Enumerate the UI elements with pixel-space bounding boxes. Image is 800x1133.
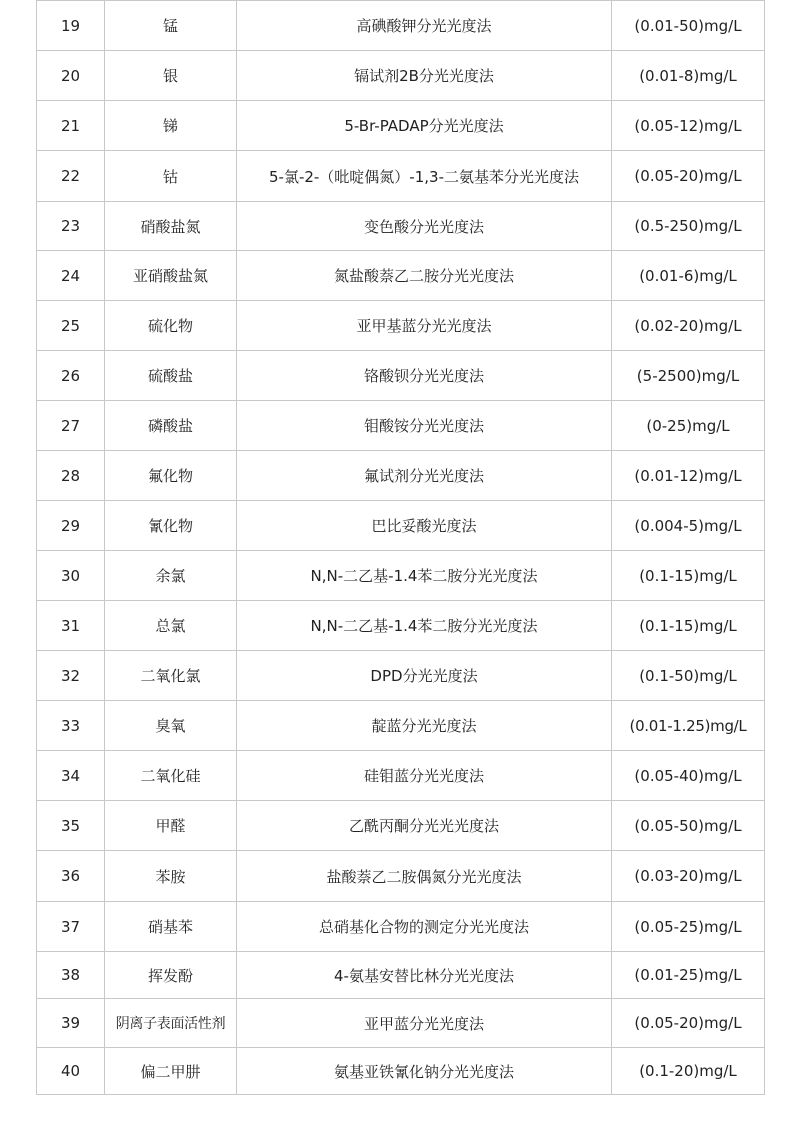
table-row xyxy=(37,351,765,401)
row-number: 35 xyxy=(37,801,105,851)
row-number: 25 xyxy=(37,301,105,351)
test-method: 高碘酸钾分光光度法 xyxy=(237,1,612,51)
test-item: 苯胺 xyxy=(105,851,237,902)
measuring-range: (0.05-20)mg/L xyxy=(612,999,765,1048)
measuring-range: (0.01-50)mg/L xyxy=(612,1,765,51)
table-row xyxy=(37,1,765,51)
row-number: 37 xyxy=(37,902,105,952)
row-number: 23 xyxy=(37,202,105,251)
test-item: 二氧化氯 xyxy=(105,651,237,701)
measuring-range: (0.05-25)mg/L xyxy=(612,902,765,952)
test-item: 硝基苯 xyxy=(105,902,237,952)
row-number: 32 xyxy=(37,651,105,701)
test-item: 氟化物 xyxy=(105,451,237,501)
measuring-range: (0.1-20)mg/L xyxy=(612,1048,765,1095)
test-item: 银 xyxy=(105,51,237,101)
test-item: 硫酸盐 xyxy=(105,351,237,401)
measuring-range: (0-25)mg/L xyxy=(612,401,765,451)
table-row xyxy=(37,1048,765,1095)
test-method: 亚甲基蓝分光光度法 xyxy=(237,301,612,351)
test-method: 变色酸分光光度法 xyxy=(237,202,612,251)
test-method: 铬酸钡分光光度法 xyxy=(237,351,612,401)
row-number: 39 xyxy=(37,999,105,1048)
row-number: 31 xyxy=(37,601,105,651)
row-number: 38 xyxy=(37,952,105,999)
row-number: 36 xyxy=(37,851,105,902)
table-row xyxy=(37,551,765,601)
measuring-range: (0.03-20)mg/L xyxy=(612,851,765,902)
table-row xyxy=(37,101,765,151)
table-row xyxy=(37,151,765,202)
test-item: 挥发酚 xyxy=(105,952,237,999)
test-method: 氮盐酸萘乙二胺分光光度法 xyxy=(237,251,612,301)
table-row xyxy=(37,999,765,1048)
table-row xyxy=(37,451,765,501)
test-item: 亚硝酸盐氮 xyxy=(105,251,237,301)
table-row xyxy=(37,202,765,251)
parameter-table-body xyxy=(37,1,765,1095)
table-row xyxy=(37,501,765,551)
row-number: 40 xyxy=(37,1048,105,1095)
measuring-range: (0.1-50)mg/L xyxy=(612,651,765,701)
row-number: 33 xyxy=(37,701,105,751)
test-item: 硝酸盐氮 xyxy=(105,202,237,251)
row-number: 21 xyxy=(37,101,105,151)
test-method: 盐酸萘乙二胺偶氮分光光度法 xyxy=(237,851,612,902)
measuring-range: (0.5-250)mg/L xyxy=(612,202,765,251)
measuring-range: (0.02-20)mg/L xyxy=(612,301,765,351)
table-row xyxy=(37,801,765,851)
measuring-range: (0.01-1.25)mg/L xyxy=(612,701,765,751)
test-method: DPD分光光度法 xyxy=(237,651,612,701)
table-row xyxy=(37,401,765,451)
test-method: 亚甲蓝分光光度法 xyxy=(237,999,612,1048)
table-row xyxy=(37,51,765,101)
test-method: 氨基亚铁氰化钠分光光度法 xyxy=(237,1048,612,1095)
table-row xyxy=(37,851,765,902)
row-number: 27 xyxy=(37,401,105,451)
test-method: 巴比妥酸光度法 xyxy=(237,501,612,551)
measuring-range: (5-2500)mg/L xyxy=(612,351,765,401)
test-item: 偏二甲肼 xyxy=(105,1048,237,1095)
test-method: N,N-二乙基-1.4苯二胺分光光度法 xyxy=(237,601,612,651)
test-item: 二氧化硅 xyxy=(105,751,237,801)
test-method: 总硝基化合物的测定分光光度法 xyxy=(237,902,612,952)
table-row xyxy=(37,952,765,999)
table-row xyxy=(37,251,765,301)
test-method: 靛蓝分光光度法 xyxy=(237,701,612,751)
measuring-range: (0.1-15)mg/L xyxy=(612,601,765,651)
test-method: 镉试剂2B分光光度法 xyxy=(237,51,612,101)
test-method: 5-氯-2-（吡啶偶氮）-1,3-二氨基苯分光光度法 xyxy=(237,151,612,202)
measuring-range: (0.05-50)mg/L xyxy=(612,801,765,851)
test-item: 甲醛 xyxy=(105,801,237,851)
test-method: N,N-二乙基-1.4苯二胺分光光度法 xyxy=(237,551,612,601)
test-method: 氟试剂分光光度法 xyxy=(237,451,612,501)
row-number: 19 xyxy=(37,1,105,51)
table-row xyxy=(37,701,765,751)
test-item: 总氯 xyxy=(105,601,237,651)
measuring-range: (0.05-40)mg/L xyxy=(612,751,765,801)
row-number: 34 xyxy=(37,751,105,801)
row-number: 26 xyxy=(37,351,105,401)
test-item: 氰化物 xyxy=(105,501,237,551)
table-row xyxy=(37,651,765,701)
measuring-range: (0.05-20)mg/L xyxy=(612,151,765,202)
measuring-range: (0.05-12)mg/L xyxy=(612,101,765,151)
table-row xyxy=(37,751,765,801)
measuring-range: (0.1-15)mg/L xyxy=(612,551,765,601)
test-item: 臭氧 xyxy=(105,701,237,751)
row-number: 20 xyxy=(37,51,105,101)
test-item: 磷酸盐 xyxy=(105,401,237,451)
measuring-range: (0.01-8)mg/L xyxy=(612,51,765,101)
test-method: 硅钼蓝分光光度法 xyxy=(237,751,612,801)
measuring-range: (0.01-6)mg/L xyxy=(612,251,765,301)
test-method: 4-氨基安替比林分光光度法 xyxy=(237,952,612,999)
test-item: 锰 xyxy=(105,1,237,51)
measuring-range: (0.01-25)mg/L xyxy=(612,952,765,999)
table-row xyxy=(37,902,765,952)
test-item: 锑 xyxy=(105,101,237,151)
measuring-range: (0.004-5)mg/L xyxy=(612,501,765,551)
test-item: 钴 xyxy=(105,151,237,202)
test-item: 余氯 xyxy=(105,551,237,601)
test-item: 硫化物 xyxy=(105,301,237,351)
test-method: 钼酸铵分光光度法 xyxy=(237,401,612,451)
row-number: 24 xyxy=(37,251,105,301)
row-number: 22 xyxy=(37,151,105,202)
table-row xyxy=(37,601,765,651)
row-number: 29 xyxy=(37,501,105,551)
test-method: 乙酰丙酮分光光光度法 xyxy=(237,801,612,851)
test-item: 阴离子表面活性剂 xyxy=(105,999,237,1048)
measuring-range: (0.01-12)mg/L xyxy=(612,451,765,501)
table-row xyxy=(37,301,765,351)
row-number: 28 xyxy=(37,451,105,501)
test-method: 5-Br-PADAP分光光度法 xyxy=(237,101,612,151)
parameter-table xyxy=(36,0,765,1095)
row-number: 30 xyxy=(37,551,105,601)
